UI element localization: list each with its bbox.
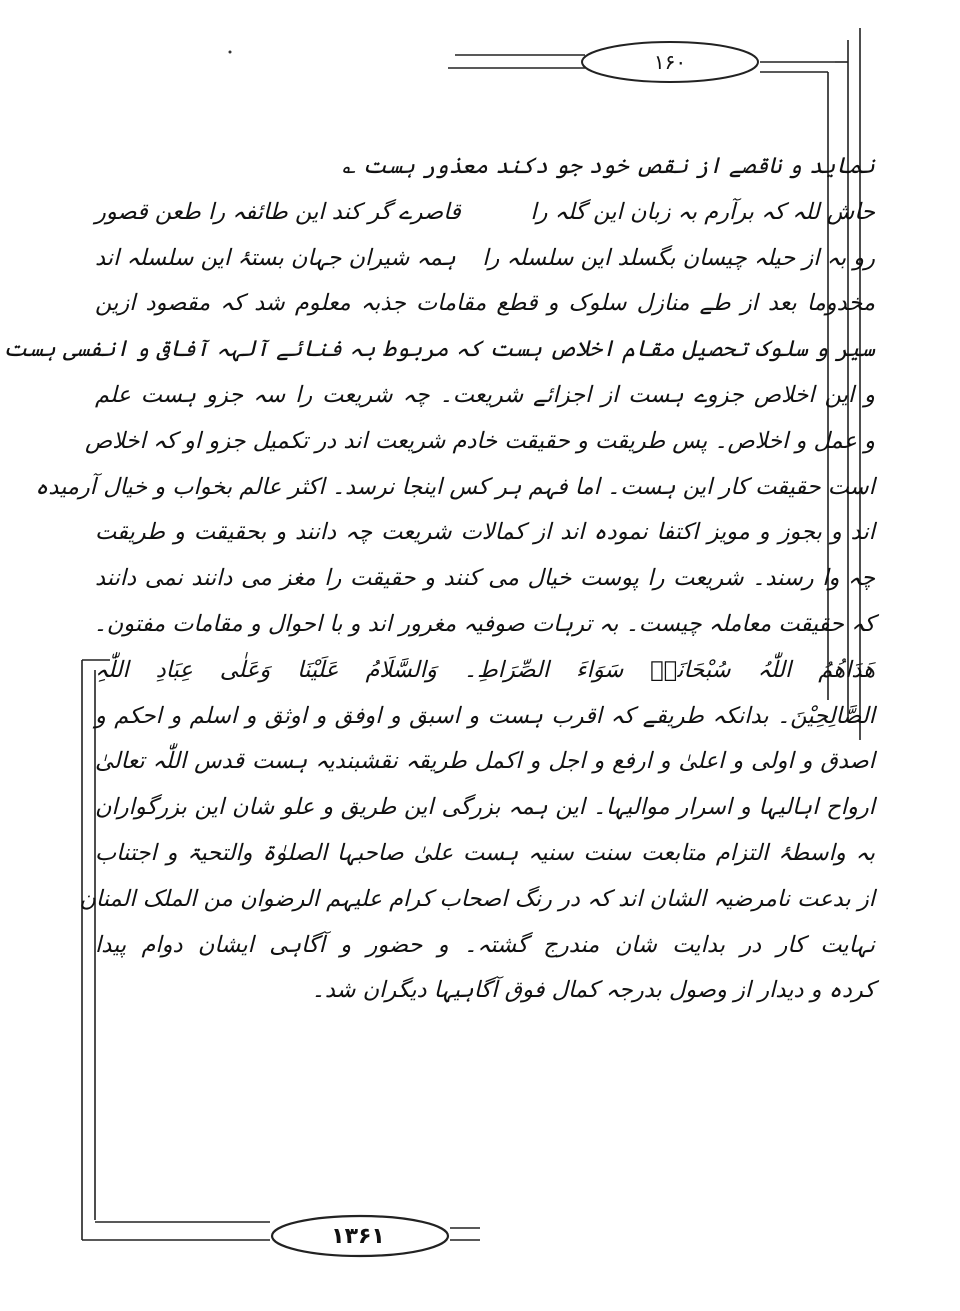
text-line: کہ حقیقت معاملہ چیست۔ بہ ترہات صوفیہ مغرور اند و با احوال و مقامات مفتون۔ <box>93 610 875 637</box>
verse-2-hemistich-right: رو بہ از حیلہ چیسان بگسلد این سلسلہ را <box>482 244 875 271</box>
verse-1-hemistich-left: قاصرے گر کند این طائفہ را طعن قصور <box>95 198 461 225</box>
body-text <box>3 150 875 1020</box>
text-line: اند و بجوز و مویز اکتفا نمودہ اند از کمالات شریعت چہ دانند و بحقیقت و طریقت <box>95 519 875 546</box>
text-line: چہ وا رسند۔ شریعت را پوست خیال می کنند و حقیقت را مغز می دانند نمی دانند <box>95 565 875 592</box>
page-number-top: ۱۶۰ <box>653 50 687 74</box>
text-line: ھَدَاھُمُ اللّٰہُ سُبْحَانَہٗ سَوَاءَ الصِّرَاطِ۔ وَالسَّلَامُ عَلَیْنَا وَعَلٰی عِبَادِ اللّٰہِ <box>95 656 875 683</box>
text-line: نہایت کار در بدایت شان مندرج گشتہ۔ و حضور و آگاہی ایشان دوام پیدا <box>95 931 875 958</box>
text-line: از بدعت نامرضیہ الشان اند کہ در رنگ اصحاب کرام علیہم الرضوان من الملک المنان <box>79 885 875 912</box>
text-line-last: کردہ و دیدار از وصول بدرجہ کمال فوق آگاہیہا دیگران شد۔ <box>311 977 875 1004</box>
text-line-1: نماید و ناقصے از نقص خود جو دکند معذور ہست ؎ <box>342 153 875 179</box>
text-line: سیر و سلوک تحصیل مقام اخلاص ہست کہ مربوط بہ فنائے آلہہ آفاقی و انفسی ہست <box>3 336 875 363</box>
text-line: و عمل و اخلاص۔ پس طریقت و حقیقت خادم شریعت اند در تکمیل جزو او کہ اخلاص <box>85 427 875 454</box>
text-line: اصدق و اولی و اعلیٰ و ارفع و اجل و اکمل طریقہ نقشبندیہ ہست قدس اللّٰہ تعالیٰ <box>95 748 875 775</box>
text-line: و این اخلاص جزوے ہست از اجزائے شریعت۔ چہ شریعت را سہ جزو ہست علم <box>95 381 875 408</box>
text-line: است حقیقت کار این ہست۔ اما فہم ہر کس اینجا نرسد۔ اکثر عالم بخواب و خیال آرمیدہ <box>35 473 875 500</box>
verse-couplet-2 <box>95 242 875 288</box>
text-line: مخدوما بعد از طے منازل سلوک و قطع مقامات جذبہ معلوم شد کہ مقصود ازین <box>95 290 875 317</box>
text-line: ارواح اہالیہا و اسرار موالیہا۔ این ہمہ بزرگی این طریق و علو شان این بزرگواران <box>95 794 875 821</box>
verse-couplet-1 <box>95 196 875 242</box>
text-line: الصَّالِحِیْنَ۔ بدانکہ طریقے کہ اقرب ہست و اسبق و اوفق و اوثق و اسلم و احکم و <box>95 702 875 729</box>
verse-1-hemistich-right: حاش للہ کہ برآرم بہ زبان این گلہ را <box>530 198 875 225</box>
page-number-bottom: ۱۳۶۱ <box>331 1224 385 1249</box>
verse-2-hemistich-left: ہمہ شیران جہان بستۂ این سلسلہ اند <box>95 244 456 271</box>
text-line: بہ واسطۂ التزام متابعت سنت سنیہ ہست علیٰ صاحبہا الصلوٰۃ والتحیۃ و اجتناب <box>95 839 875 866</box>
